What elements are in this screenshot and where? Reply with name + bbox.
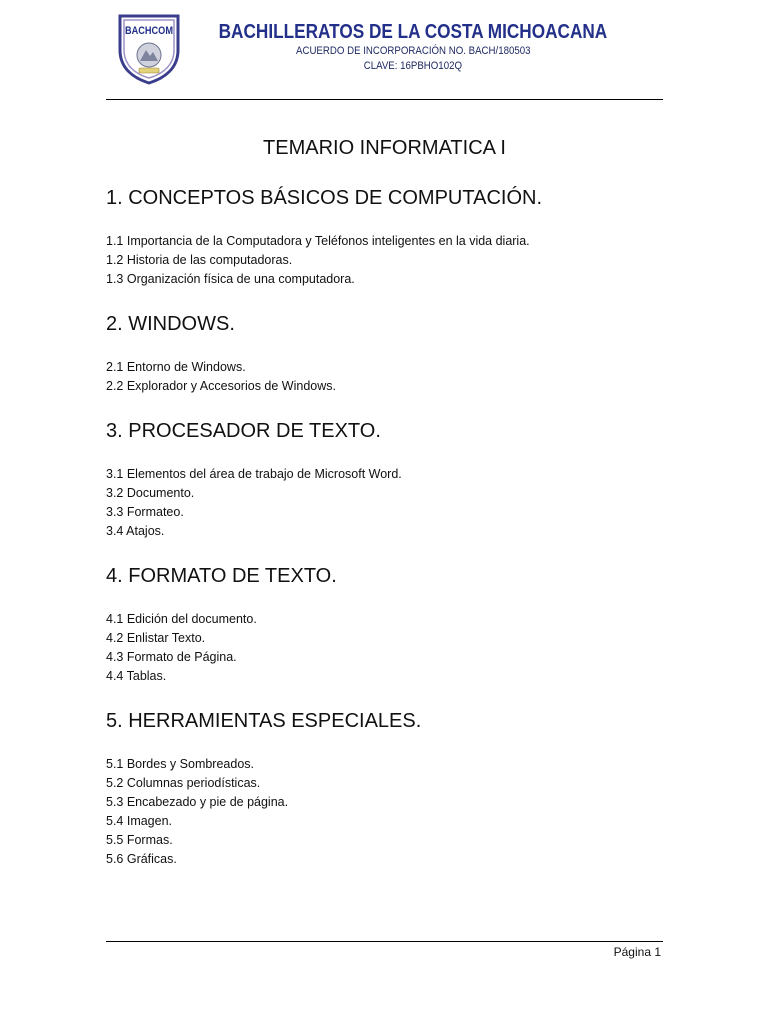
- topic-item: 3.1 Elementos del área de trabajo de Microsoft Word.: [106, 466, 402, 481]
- topic-item: 4.2 Enlistar Texto.: [106, 630, 206, 645]
- topic-item: 3.3 Formateo.: [106, 504, 184, 519]
- topic-item: 5.2 Columnas periodísticas.: [106, 775, 261, 790]
- incorporation-agreement: [150, 44, 676, 58]
- section-heading: 1. CONCEPTOS BÁSICOS DE COMPUTACIÓN.: [106, 187, 542, 209]
- section-2: [106, 310, 663, 396]
- topic-item: 2.1 Entorno de Windows.: [106, 359, 246, 374]
- school-key: [150, 59, 676, 73]
- section-4: [106, 562, 663, 686]
- topic-item: 5.1 Bordes y Sombreados.: [106, 756, 254, 771]
- topic-item: 5.4 Imagen.: [106, 813, 173, 828]
- incorporation-agreement-text: ACUERDO DE INCORPORACIÓN NO. BACH/180503: [295, 45, 531, 57]
- topic-item: 5.5 Formas.: [106, 832, 173, 847]
- section-1: [106, 184, 663, 289]
- topic-list: [106, 358, 663, 396]
- topic-list: [106, 755, 663, 869]
- page-number: Página 1: [613, 945, 661, 959]
- topic-item: 4.3 Formato de Página.: [106, 649, 237, 664]
- topic-list: [106, 465, 663, 541]
- topic-item: 5.3 Encabezado y pie de página.: [106, 794, 289, 809]
- school-key-text: CLAVE: 16PBHO102Q: [363, 60, 463, 72]
- section-heading: 4. FORMATO DE TEXTO.: [106, 565, 337, 587]
- topic-item: 1.1 Importancia de la Computadora y Teléfonos inteligentes en la vida diaria.: [106, 233, 530, 248]
- section-3: [106, 417, 663, 541]
- logo-text: BACHCOM: [125, 25, 173, 37]
- topic-list: [106, 232, 663, 289]
- syllabus-content: [106, 184, 663, 869]
- header-divider: [106, 99, 663, 100]
- section-heading: 2. WINDOWS.: [106, 313, 235, 335]
- document-title: TEMARIO INFORMATICA I: [263, 137, 506, 159]
- topic-item: 1.3 Organización física de una computadora.: [106, 271, 355, 286]
- section-heading: 3. PROCESADOR DE TEXTO.: [106, 420, 381, 442]
- topic-item: 2.2 Explorador y Accesorios de Windows.: [106, 378, 336, 393]
- institution-name-text: BACHILLERATOS DE LA COSTA MICHOACANA: [218, 21, 608, 43]
- topic-item: 5.6 Gráficas.: [106, 851, 177, 866]
- section-5: [106, 707, 663, 869]
- topic-item: 4.4 Tablas.: [106, 668, 167, 683]
- topic-item: 1.2 Historia de las computadoras.: [106, 252, 293, 267]
- institution-name: [150, 21, 676, 43]
- footer-divider: [106, 941, 663, 942]
- topic-item: 3.4 Atajos.: [106, 523, 165, 538]
- topic-list: [106, 610, 663, 686]
- topic-item: 3.2 Documento.: [106, 485, 195, 500]
- section-heading: 5. HERRAMIENTAS ESPECIALES.: [106, 710, 422, 732]
- topic-item: 4.1 Edición del documento.: [106, 611, 257, 626]
